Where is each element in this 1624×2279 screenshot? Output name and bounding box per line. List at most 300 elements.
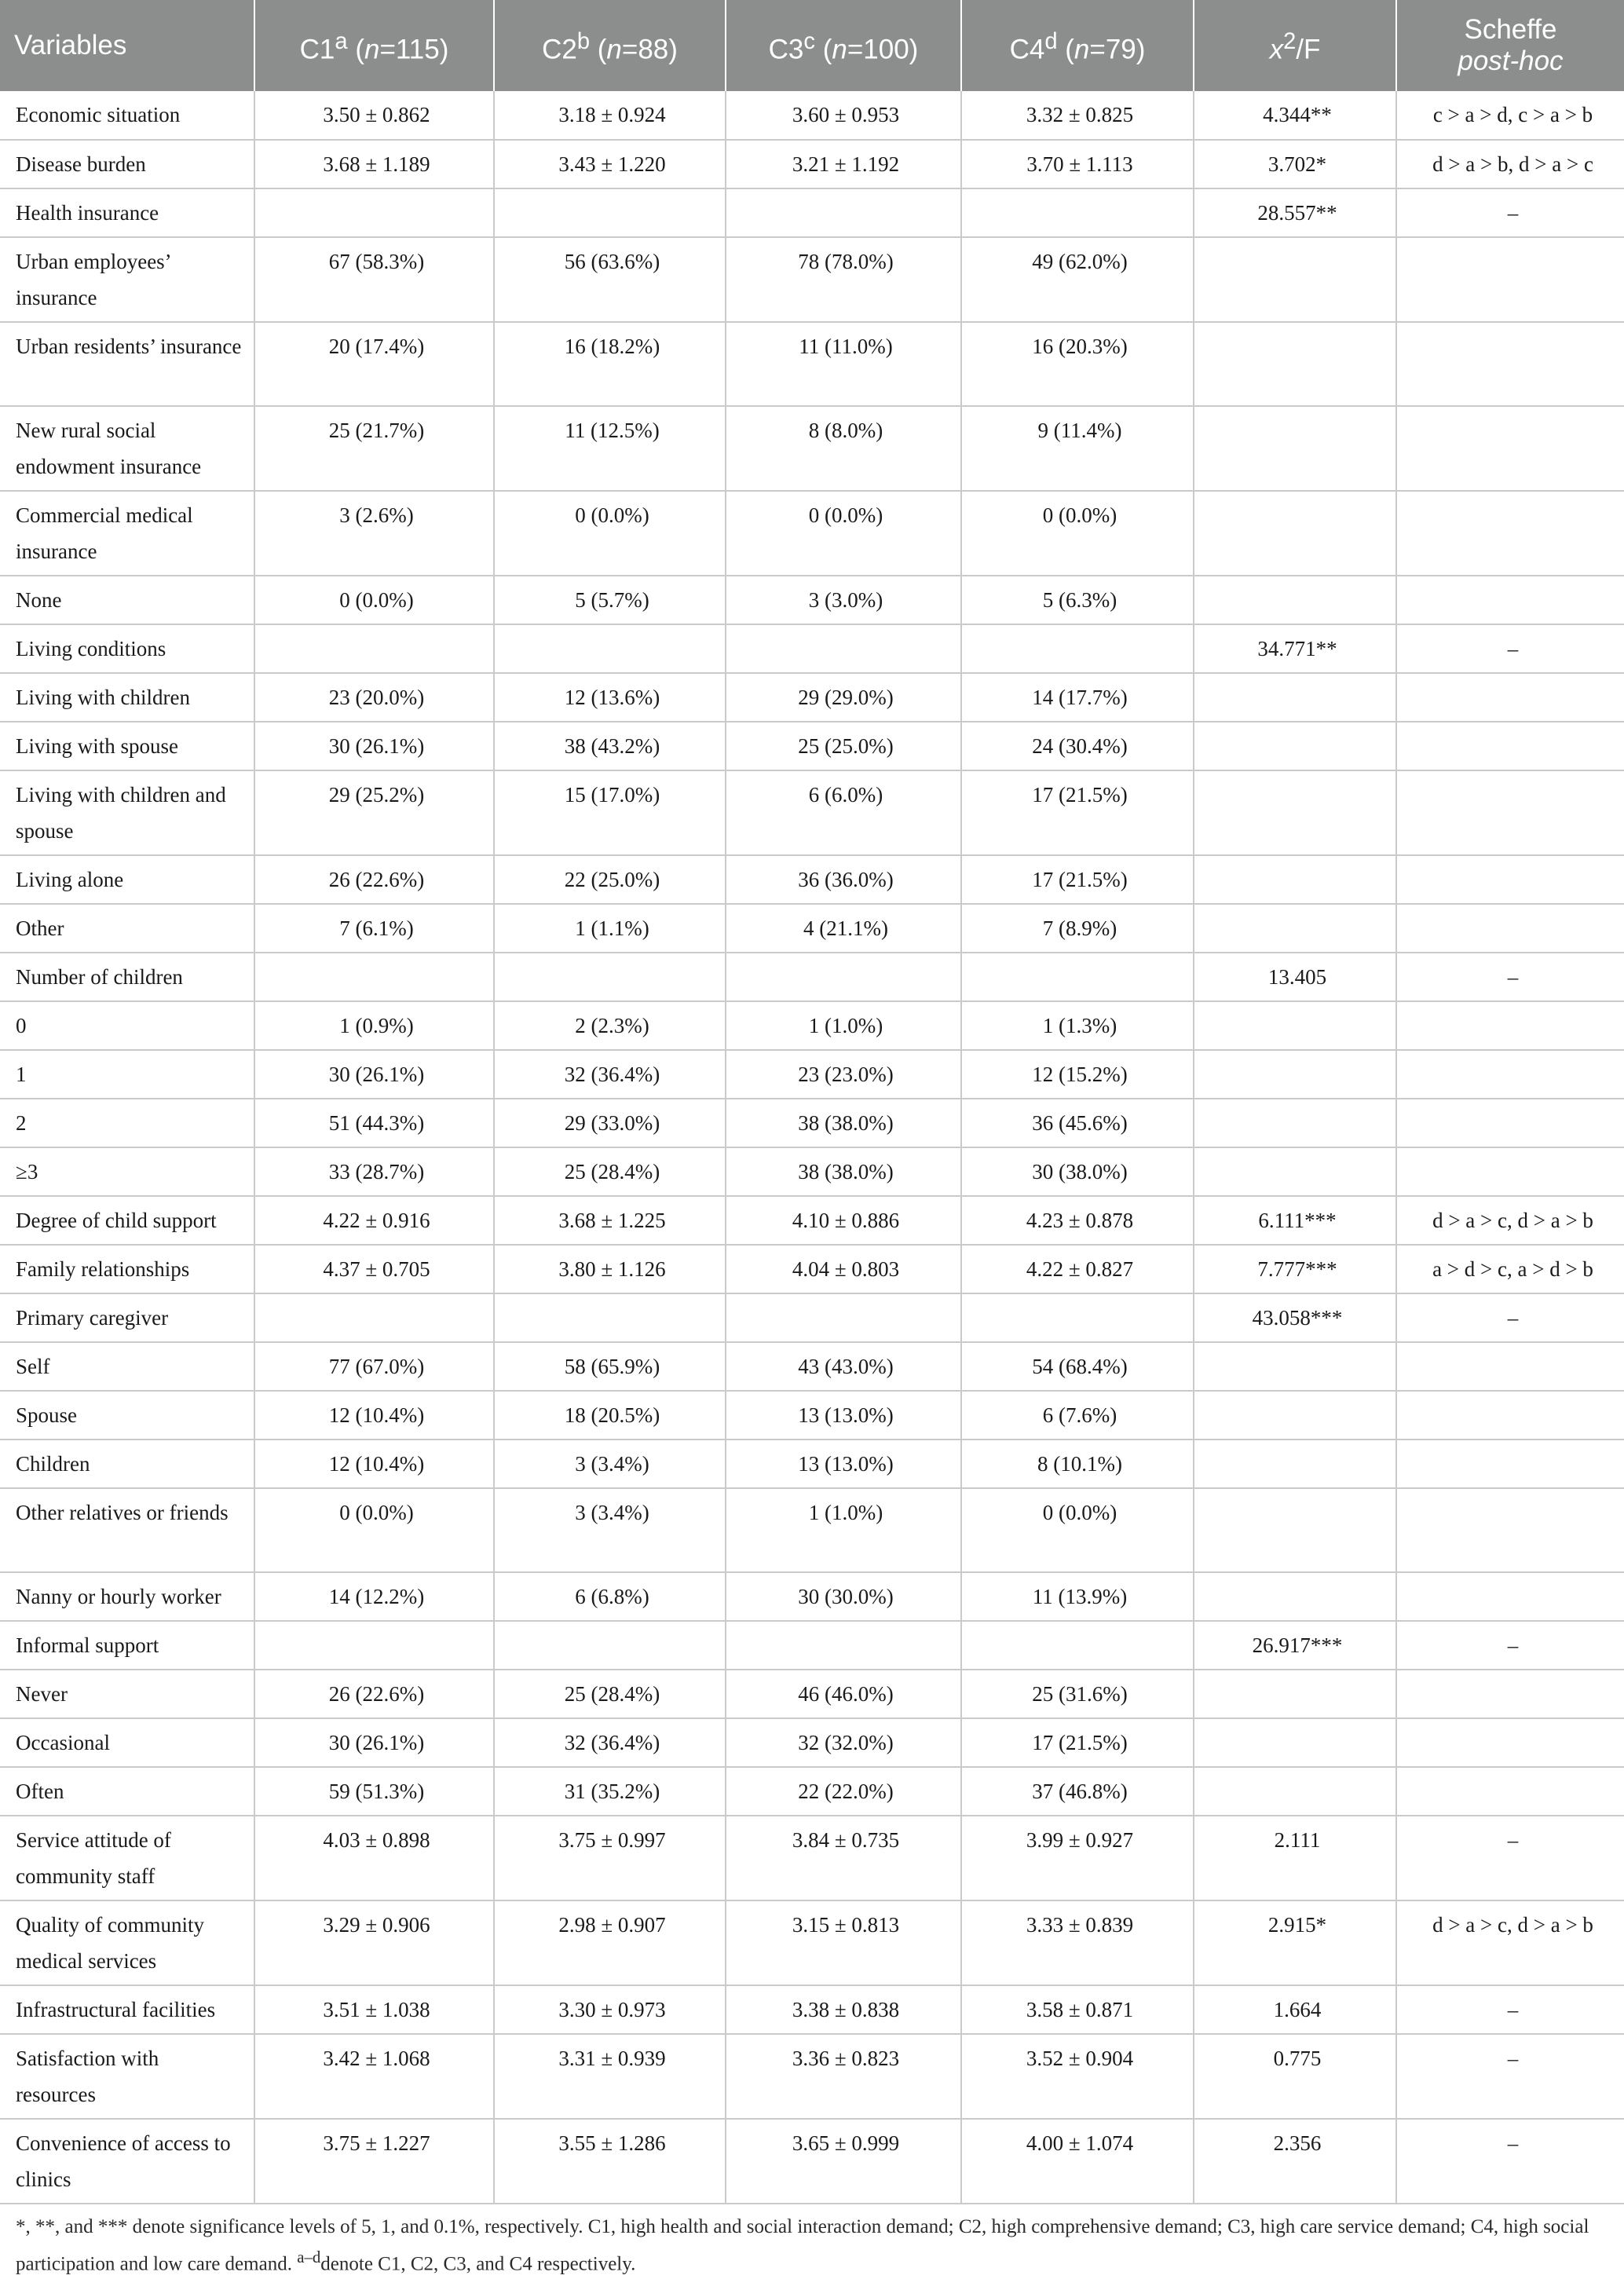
statistic-cell [1194, 237, 1396, 322]
c2-cell: 3.43 ± 1.220 [494, 140, 726, 188]
statistic-cell: 28.557** [1194, 188, 1396, 237]
table-row [0, 770, 1624, 855]
c4-cell [961, 188, 1194, 237]
c1-cell: 14 (12.2%) [254, 1572, 494, 1621]
variable-cell: Infrastructural facilities [0, 1985, 254, 2034]
header-c1 [254, 0, 494, 91]
table-row [0, 322, 1624, 406]
statistic-cell: 2.356 [1194, 2119, 1396, 2204]
c4-cell: 1 (1.3%) [961, 1001, 1194, 1050]
c4-cell: 3.70 ± 1.113 [961, 140, 1194, 188]
c3-cell: 13 (13.0%) [726, 1439, 961, 1488]
c3-cell: 43 (43.0%) [726, 1342, 961, 1391]
statistic-cell [1194, 673, 1396, 722]
table-row [0, 1099, 1624, 1147]
c1-cell: 25 (21.7%) [254, 406, 494, 491]
header-stat-sup: 2 [1283, 28, 1297, 54]
posthoc-cell [1396, 1342, 1624, 1391]
posthoc-cell: c > a > d, c > a > b [1396, 91, 1624, 140]
c1-cell: 30 (26.1%) [254, 1718, 494, 1767]
table-row [0, 1900, 1624, 1985]
statistic-cell [1194, 1572, 1396, 1621]
c3-cell: 46 (46.0%) [726, 1670, 961, 1718]
c2-cell: 18 (20.5%) [494, 1391, 726, 1439]
c3-cell: 4.10 ± 0.886 [726, 1196, 961, 1245]
c1-cell: 3.29 ± 0.906 [254, 1900, 494, 1985]
c3-cell: 3.21 ± 1.192 [726, 140, 961, 188]
statistic-cell: 1.664 [1194, 1985, 1396, 2034]
c2-cell: 3 (3.4%) [494, 1439, 726, 1488]
statistic-cell [1194, 722, 1396, 770]
table-row [0, 624, 1624, 673]
header-c1-n: n [364, 34, 380, 65]
variable-cell: Informal support [0, 1621, 254, 1670]
posthoc-cell: d > a > c, d > a > b [1396, 1900, 1624, 1985]
c4-cell [961, 953, 1194, 1001]
c1-cell: 3.50 ± 0.862 [254, 91, 494, 140]
table-row [0, 237, 1624, 322]
statistic-cell [1194, 1670, 1396, 1718]
c2-cell: 3.75 ± 0.997 [494, 1816, 726, 1900]
c2-cell: 2 (2.3%) [494, 1001, 726, 1050]
c3-cell [726, 1293, 961, 1342]
c3-cell: 3.84 ± 0.735 [726, 1816, 961, 1900]
posthoc-cell [1396, 1391, 1624, 1439]
c4-cell: 4.23 ± 0.878 [961, 1196, 1194, 1245]
c2-cell: 3.80 ± 1.126 [494, 1245, 726, 1293]
posthoc-cell: a > d > c, a > d > b [1396, 1245, 1624, 1293]
statistic-cell: 0.775 [1194, 2034, 1396, 2119]
table-row [0, 1147, 1624, 1196]
c3-cell [726, 624, 961, 673]
c2-cell: 1 (1.1%) [494, 904, 726, 953]
c2-cell: 32 (36.4%) [494, 1050, 726, 1099]
c4-cell: 3.52 ± 0.904 [961, 2034, 1194, 2119]
posthoc-cell [1396, 722, 1624, 770]
header-stat-x: x [1269, 34, 1284, 65]
header-c2-n-value: =88) [621, 34, 678, 65]
header-posthoc [1396, 0, 1624, 91]
table-row [0, 2034, 1624, 2119]
statistic-cell [1194, 770, 1396, 855]
posthoc-cell [1396, 1767, 1624, 1816]
posthoc-cell [1396, 1718, 1624, 1767]
c1-cell: 4.37 ± 0.705 [254, 1245, 494, 1293]
variable-cell: 2 [0, 1099, 254, 1147]
variable-cell: Often [0, 1767, 254, 1816]
c2-cell: 0 (0.0%) [494, 491, 726, 576]
variable-cell: Living with spouse [0, 722, 254, 770]
statistic-cell [1194, 322, 1396, 406]
posthoc-cell: – [1396, 188, 1624, 237]
c2-cell: 56 (63.6%) [494, 237, 726, 322]
variable-cell: 1 [0, 1050, 254, 1099]
statistic-cell [1194, 1391, 1396, 1439]
header-c4 [961, 0, 1194, 91]
c4-cell: 36 (45.6%) [961, 1099, 1194, 1147]
footnote-sup: a–d [297, 2248, 321, 2266]
c3-cell: 3.38 ± 0.838 [726, 1985, 961, 2034]
variable-cell: Health insurance [0, 188, 254, 237]
header-c4-n-value: =79) [1089, 34, 1146, 65]
variable-cell: Disease burden [0, 140, 254, 188]
c4-cell: 9 (11.4%) [961, 406, 1194, 491]
table-row [0, 1488, 1624, 1572]
posthoc-cell [1396, 1050, 1624, 1099]
c1-cell: 4.03 ± 0.898 [254, 1816, 494, 1900]
statistic-cell [1194, 1050, 1396, 1099]
header-row [0, 0, 1624, 91]
table-row [0, 140, 1624, 188]
variable-cell: Living alone [0, 855, 254, 904]
c1-cell: 7 (6.1%) [254, 904, 494, 953]
posthoc-cell [1396, 1670, 1624, 1718]
variable-cell: ≥3 [0, 1147, 254, 1196]
variable-cell: Primary caregiver [0, 1293, 254, 1342]
variable-cell: Economic situation [0, 91, 254, 140]
table-row [0, 1293, 1624, 1342]
c1-cell: 12 (10.4%) [254, 1439, 494, 1488]
table-row [0, 1985, 1624, 2034]
statistic-cell: 43.058*** [1194, 1293, 1396, 1342]
footnote-text: *, **, and *** denote significance levels of 5, 1, and 0.1%, respectively. C1, high health and social interaction demand; C2, high comprehensive demand; C3, high care service demand; C4, high social participation and low care demand. [16, 2216, 1589, 2275]
header-c1-open: ( [347, 34, 364, 65]
c3-cell: 23 (23.0%) [726, 1050, 961, 1099]
c3-cell: 78 (78.0%) [726, 237, 961, 322]
statistic-cell [1194, 1147, 1396, 1196]
variable-cell: Living conditions [0, 624, 254, 673]
statistic-cell [1194, 1767, 1396, 1816]
c1-cell [254, 1621, 494, 1670]
posthoc-cell: d > a > b, d > a > c [1396, 140, 1624, 188]
statistic-cell: 26.917*** [1194, 1621, 1396, 1670]
header-c2-label: C2 [542, 34, 577, 65]
header-c3-n-value: =100) [847, 34, 919, 65]
posthoc-cell: – [1396, 1621, 1624, 1670]
c3-cell [726, 1621, 961, 1670]
c1-cell: 30 (26.1%) [254, 1050, 494, 1099]
c4-cell: 25 (31.6%) [961, 1670, 1194, 1718]
c3-cell: 30 (30.0%) [726, 1572, 961, 1621]
variable-cell: Family relationships [0, 1245, 254, 1293]
table-row [0, 1050, 1624, 1099]
variable-cell: Spouse [0, 1391, 254, 1439]
statistic-cell [1194, 1099, 1396, 1147]
c3-cell: 1 (1.0%) [726, 1488, 961, 1572]
c3-cell: 4.04 ± 0.803 [726, 1245, 961, 1293]
statistic-cell [1194, 1342, 1396, 1391]
header-c1-label: C1 [299, 34, 335, 65]
header-c3-label: C3 [768, 34, 804, 65]
posthoc-cell [1396, 1488, 1624, 1572]
posthoc-cell [1396, 1572, 1624, 1621]
table-row [0, 406, 1624, 491]
header-c4-n: n [1074, 34, 1090, 65]
header-posthoc-line2: post-hoc [1458, 46, 1564, 76]
variable-cell: Living with children and spouse [0, 770, 254, 855]
variable-cell: New rural social endowment insurance [0, 406, 254, 491]
c4-cell: 16 (20.3%) [961, 322, 1194, 406]
variable-cell: Number of children [0, 953, 254, 1001]
statistic-cell [1194, 855, 1396, 904]
table-row [0, 1342, 1624, 1391]
variable-cell: Nanny or hourly worker [0, 1572, 254, 1621]
c3-cell: 3 (3.0%) [726, 576, 961, 624]
table-row [0, 953, 1624, 1001]
c3-cell: 4 (21.1%) [726, 904, 961, 953]
variable-cell: Never [0, 1670, 254, 1718]
c4-cell: 3.33 ± 0.839 [961, 1900, 1194, 1985]
variable-cell: Occasional [0, 1718, 254, 1767]
c3-cell: 36 (36.0%) [726, 855, 961, 904]
c2-cell [494, 1621, 726, 1670]
table-row [0, 1001, 1624, 1050]
c3-cell: 13 (13.0%) [726, 1391, 961, 1439]
c4-cell: 54 (68.4%) [961, 1342, 1194, 1391]
posthoc-cell [1396, 904, 1624, 953]
table-row [0, 855, 1624, 904]
c2-cell: 5 (5.7%) [494, 576, 726, 624]
c2-cell: 25 (28.4%) [494, 1147, 726, 1196]
table-row [0, 491, 1624, 576]
table-row [0, 188, 1624, 237]
c2-cell: 3.55 ± 1.286 [494, 2119, 726, 2204]
table-row [0, 1816, 1624, 1900]
c3-cell: 32 (32.0%) [726, 1718, 961, 1767]
table-row [0, 722, 1624, 770]
c2-cell: 16 (18.2%) [494, 322, 726, 406]
variable-cell: Urban residents’ insurance [0, 322, 254, 406]
header-stat-rest: /F [1296, 34, 1321, 65]
c1-cell: 3.68 ± 1.189 [254, 140, 494, 188]
header-c1-n-value: =115) [379, 34, 449, 65]
c1-cell: 0 (0.0%) [254, 576, 494, 624]
c4-cell [961, 1621, 1194, 1670]
header-statistic [1194, 0, 1396, 91]
table-row [0, 1670, 1624, 1718]
posthoc-cell [1396, 1099, 1624, 1147]
c2-cell: 3 (3.4%) [494, 1488, 726, 1572]
c4-cell: 12 (15.2%) [961, 1050, 1194, 1099]
c4-cell: 7 (8.9%) [961, 904, 1194, 953]
c2-cell: 22 (25.0%) [494, 855, 726, 904]
variable-cell: Self [0, 1342, 254, 1391]
c4-cell: 17 (21.5%) [961, 855, 1194, 904]
table-row [0, 1572, 1624, 1621]
c4-cell [961, 624, 1194, 673]
c2-cell: 32 (36.4%) [494, 1718, 726, 1767]
c1-cell [254, 953, 494, 1001]
posthoc-cell [1396, 322, 1624, 406]
c3-cell: 11 (11.0%) [726, 322, 961, 406]
c1-cell: 29 (25.2%) [254, 770, 494, 855]
header-c2-open: ( [590, 34, 607, 65]
variable-cell: Living with children [0, 673, 254, 722]
statistic-cell [1194, 1001, 1396, 1050]
c2-cell [494, 188, 726, 237]
posthoc-cell [1396, 1439, 1624, 1488]
statistic-cell [1194, 491, 1396, 576]
variable-cell: Commercial medical insurance [0, 491, 254, 576]
c1-cell: 26 (22.6%) [254, 1670, 494, 1718]
c1-cell: 51 (44.3%) [254, 1099, 494, 1147]
c1-cell: 3.42 ± 1.068 [254, 2034, 494, 2119]
c3-cell: 3.65 ± 0.999 [726, 2119, 961, 2204]
c3-cell: 3.15 ± 0.813 [726, 1900, 961, 1985]
c4-cell: 3.99 ± 0.927 [961, 1816, 1194, 1900]
c1-cell [254, 188, 494, 237]
c3-cell: 1 (1.0%) [726, 1001, 961, 1050]
c4-cell: 5 (6.3%) [961, 576, 1194, 624]
header-c4-sup: d [1044, 28, 1058, 54]
table-row [0, 576, 1624, 624]
footnote-tail: denote C1, C2, C3, and C4 respectively. [320, 2253, 636, 2275]
c3-cell: 25 (25.0%) [726, 722, 961, 770]
c1-cell: 12 (10.4%) [254, 1391, 494, 1439]
c4-cell: 0 (0.0%) [961, 1488, 1194, 1572]
c1-cell: 26 (22.6%) [254, 855, 494, 904]
header-c1-sup: a [335, 28, 348, 54]
header-c3-sup: c [803, 28, 815, 54]
c2-cell: 31 (35.2%) [494, 1767, 726, 1816]
c4-cell: 24 (30.4%) [961, 722, 1194, 770]
header-variables [0, 0, 254, 91]
table-row [0, 673, 1624, 722]
c2-cell: 12 (13.6%) [494, 673, 726, 722]
header-c3-open: ( [814, 34, 832, 65]
c1-cell: 3.51 ± 1.038 [254, 1985, 494, 2034]
statistic-cell [1194, 406, 1396, 491]
variable-cell: Children [0, 1439, 254, 1488]
c4-cell: 49 (62.0%) [961, 237, 1194, 322]
c1-cell: 3.75 ± 1.227 [254, 2119, 494, 2204]
posthoc-cell: – [1396, 953, 1624, 1001]
c2-cell [494, 953, 726, 1001]
c2-cell: 38 (43.2%) [494, 722, 726, 770]
c3-cell [726, 188, 961, 237]
header-c2-n: n [606, 34, 622, 65]
c4-cell: 6 (7.6%) [961, 1391, 1194, 1439]
statistic-cell: 34.771** [1194, 624, 1396, 673]
c4-cell: 4.00 ± 1.074 [961, 2119, 1194, 2204]
c3-cell: 22 (22.0%) [726, 1767, 961, 1816]
c4-cell [961, 1293, 1194, 1342]
statistic-cell [1194, 1718, 1396, 1767]
variable-cell: Degree of child support [0, 1196, 254, 1245]
c2-cell: 3.18 ± 0.924 [494, 91, 726, 140]
statistic-cell [1194, 576, 1396, 624]
c4-cell: 14 (17.7%) [961, 673, 1194, 722]
posthoc-cell [1396, 491, 1624, 576]
c4-cell: 17 (21.5%) [961, 1718, 1194, 1767]
variable-cell: Urban employees’ insurance [0, 237, 254, 322]
c3-cell: 3.60 ± 0.953 [726, 91, 961, 140]
c4-cell: 30 (38.0%) [961, 1147, 1194, 1196]
posthoc-cell [1396, 237, 1624, 322]
header-variables-label: Variables [14, 30, 127, 60]
c4-cell: 4.22 ± 0.827 [961, 1245, 1194, 1293]
c1-cell: 30 (26.1%) [254, 722, 494, 770]
c4-cell: 11 (13.9%) [961, 1572, 1194, 1621]
table-row [0, 1718, 1624, 1767]
c4-cell: 8 (10.1%) [961, 1439, 1194, 1488]
c3-cell: 38 (38.0%) [726, 1099, 961, 1147]
c2-cell: 15 (17.0%) [494, 770, 726, 855]
c4-cell: 3.32 ± 0.825 [961, 91, 1194, 140]
header-c2 [494, 0, 726, 91]
posthoc-cell [1396, 855, 1624, 904]
posthoc-cell [1396, 1147, 1624, 1196]
statistic-cell [1194, 1488, 1396, 1572]
c4-cell: 37 (46.8%) [961, 1767, 1194, 1816]
posthoc-cell [1396, 406, 1624, 491]
table-row [0, 1767, 1624, 1816]
c2-cell: 6 (6.8%) [494, 1572, 726, 1621]
c2-cell: 11 (12.5%) [494, 406, 726, 491]
statistic-cell: 6.111*** [1194, 1196, 1396, 1245]
statistic-cell: 3.702* [1194, 140, 1396, 188]
c3-cell: 0 (0.0%) [726, 491, 961, 576]
variable-cell: Satisfaction with resources [0, 2034, 254, 2119]
c2-cell: 3.30 ± 0.973 [494, 1985, 726, 2034]
c4-cell: 3.58 ± 0.871 [961, 1985, 1194, 2034]
c1-cell: 20 (17.4%) [254, 322, 494, 406]
posthoc-cell [1396, 770, 1624, 855]
posthoc-cell: – [1396, 1816, 1624, 1900]
c2-cell: 58 (65.9%) [494, 1342, 726, 1391]
header-c3 [726, 0, 961, 91]
table-row [0, 1196, 1624, 1245]
c3-cell: 29 (29.0%) [726, 673, 961, 722]
c2-cell: 2.98 ± 0.907 [494, 1900, 726, 1985]
table-row [0, 1391, 1624, 1439]
c1-cell: 3 (2.6%) [254, 491, 494, 576]
posthoc-cell: – [1396, 1985, 1624, 2034]
variable-cell: Other [0, 904, 254, 953]
c4-cell: 17 (21.5%) [961, 770, 1194, 855]
c2-cell: 25 (28.4%) [494, 1670, 726, 1718]
c1-cell: 4.22 ± 0.916 [254, 1196, 494, 1245]
c3-cell: 8 (8.0%) [726, 406, 961, 491]
table-row [0, 1245, 1624, 1293]
c3-cell: 38 (38.0%) [726, 1147, 961, 1196]
c4-cell: 0 (0.0%) [961, 491, 1194, 576]
c3-cell: 6 (6.0%) [726, 770, 961, 855]
posthoc-cell [1396, 1001, 1624, 1050]
posthoc-cell: – [1396, 624, 1624, 673]
c1-cell [254, 1293, 494, 1342]
header-c3-n: n [832, 34, 847, 65]
table-row [0, 91, 1624, 140]
posthoc-cell [1396, 576, 1624, 624]
table-footnote [0, 2204, 1624, 2279]
variable-cell: Service attitude of community staff [0, 1816, 254, 1900]
variable-cell: None [0, 576, 254, 624]
c1-cell: 1 (0.9%) [254, 1001, 494, 1050]
c3-cell [726, 953, 961, 1001]
table-row [0, 1439, 1624, 1488]
variable-cell: Convenience of access to clinics [0, 2119, 254, 2204]
statistic-cell: 13.405 [1194, 953, 1396, 1001]
c2-cell [494, 624, 726, 673]
header-posthoc-line1: Scheffe [1464, 14, 1557, 45]
variable-cell: 0 [0, 1001, 254, 1050]
statistic-cell: 4.344** [1194, 91, 1396, 140]
posthoc-cell [1396, 673, 1624, 722]
c2-cell [494, 1293, 726, 1342]
c2-cell: 3.31 ± 0.939 [494, 2034, 726, 2119]
c1-cell [254, 624, 494, 673]
